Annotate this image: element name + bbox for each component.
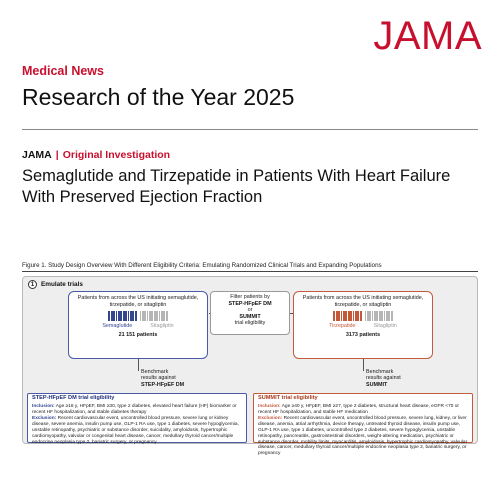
benchmark-summit <box>366 369 401 388</box>
exclusion-criteria <box>32 416 242 445</box>
article-type: Original Investigation <box>62 149 171 161</box>
emulate-trials-header <box>28 280 83 289</box>
patient-count: 3173 patients <box>345 331 381 338</box>
step-eligibility-box <box>27 393 247 443</box>
sitagliptin-patient-icons <box>365 311 393 321</box>
filter-line1: Filter patients by <box>230 294 270 300</box>
exclusion-label: Exclusion: <box>32 416 57 422</box>
journal-name: JAMA <box>22 149 52 161</box>
drug-label-sitagliptin: Sitagliptin <box>373 323 397 330</box>
exclusion-text: Recent cardiovascular event, uncontrolled blood pressure, severe lung, kidney, or liver disease, anemia, atrial arrhythmia, device therapy, untreated thyroid disease, insulin pump use, GLP-1 RA use, type 1 diabetes, uncontrolled type 2 diabetes, severe hypoglycemia, unstable retinopathy, pancreatitis, gastrointestinal disorders, weight-altering medication, psychiatric or substance disorder, mobility limits, myocarditis, amyloidosis, hypertrophic cardiomyopathy, valvular disease, cancer, medullary thyroid cancer/multiple endocrine neoplasia type 2, bariatric surgery, or pregnancy <box>258 416 468 457</box>
population-description: Patients from across the US initiating semaglutide, tirzepatide, or sitagliptin <box>77 295 199 308</box>
tirzepatide-patient-icons <box>333 311 361 321</box>
drug-labels <box>73 323 203 330</box>
inclusion-label: Inclusion: <box>258 403 281 409</box>
exclusion-criteria <box>258 416 468 457</box>
filter-or: or <box>247 307 253 314</box>
benchmark-line2: results against <box>366 375 401 382</box>
benchmark-trial: STEP-HFpEF DM <box>141 381 185 388</box>
emulate-trials-panel <box>22 276 478 457</box>
drug-label-semaglutide: Semaglutide <box>102 323 133 330</box>
benchmark-trial: SUMMIT <box>366 381 388 388</box>
drug-label-tirzepatide: Tirzepatide <box>329 323 356 330</box>
inclusion-text: Age ≥40 y, HFpEF, BMI ≥27, type 2 diabetes, structural heart disease, eGFR <70 or recent HF hospitalization, and stable HF medication <box>258 403 460 415</box>
semaglutide-patient-icons <box>108 311 136 321</box>
inclusion-criteria <box>258 404 468 416</box>
eligibility-title: STEP-HFpEF DM trial eligibility <box>32 395 115 401</box>
jama-logo: JAMA <box>373 14 482 58</box>
study-design-figure <box>22 262 478 457</box>
semaglutide-population-box <box>68 291 208 359</box>
patient-icons <box>73 311 203 321</box>
header-divider <box>22 129 478 130</box>
patient-count: 21 151 patients <box>118 331 158 338</box>
benchmark-arrow-right <box>363 359 364 371</box>
benchmark-step <box>141 369 184 388</box>
inclusion-text: Age ≥18 y, HFpEF, BMI ≥30, type 2 diabetes, elevated heart failure (HF) biomarker or recent HF hospitalization, and stable diabetes therapy <box>32 403 237 415</box>
article-title: Semaglutide and Tirzepatide in Patients With Heart Failure With Preserved Ejection Fraction <box>22 167 451 206</box>
page-headline: Research of the Year 2025 <box>22 84 295 110</box>
eligibility-title: SUMMIT trial eligibility <box>258 395 318 401</box>
inclusion-criteria <box>32 404 242 416</box>
section-kicker: Medical News <box>22 64 104 78</box>
exclusion-label: Exclusion: <box>258 416 283 422</box>
benchmark-line2: results against <box>141 375 176 382</box>
benchmark-arrow-left <box>138 359 139 371</box>
patient-icons <box>298 311 428 321</box>
filter-trial-step: STEP-HFpEF DM <box>228 300 272 307</box>
summit-eligibility-box <box>253 393 473 457</box>
inclusion-label: Inclusion: <box>32 403 55 409</box>
drug-labels <box>298 323 428 330</box>
source-separator: | <box>55 149 59 161</box>
step-number-badge: 1 <box>28 280 37 289</box>
benchmark-line1: Benchmark <box>141 369 169 375</box>
exclusion-text: Recent cardiovascular event, uncontrolled blood pressure, severe lung or kidney disease, severe anemia, insulin pump use, GLP-1 RA use, type 1 diabetes, severe hypoglycemia, unstable retinopathy, psychiatric or substance disorder, suicidality, amyloidosis, hypertrophic cardiomyopathy, valvular or congenital heart disease, cancer, medullary thyroid cancer/multiple endocrine neoplasia type 2, bariatric surgery, or pregnancy <box>32 416 239 445</box>
emulate-trials-title: Emulate trials <box>41 281 83 288</box>
tirzepatide-population-box <box>293 291 433 359</box>
sitagliptin-patient-icons <box>140 311 168 321</box>
figure-caption: Figure 1. Study Design Overview With Different Eligibility Criteria: Emulating Randomized Clinical Trials and Expanding Populations <box>22 262 478 272</box>
filter-line2: trial eligibility <box>234 320 266 327</box>
benchmark-line1: Benchmark <box>366 369 394 375</box>
population-description: Patients from across the US initiating semaglutide, tirzepatide, or sitagliptin <box>302 295 424 308</box>
article-source-line <box>22 149 170 161</box>
drug-label-sitagliptin: Sitagliptin <box>150 323 174 330</box>
filter-trial-summit: SUMMIT <box>239 313 261 320</box>
trial-filter-box <box>210 291 290 335</box>
